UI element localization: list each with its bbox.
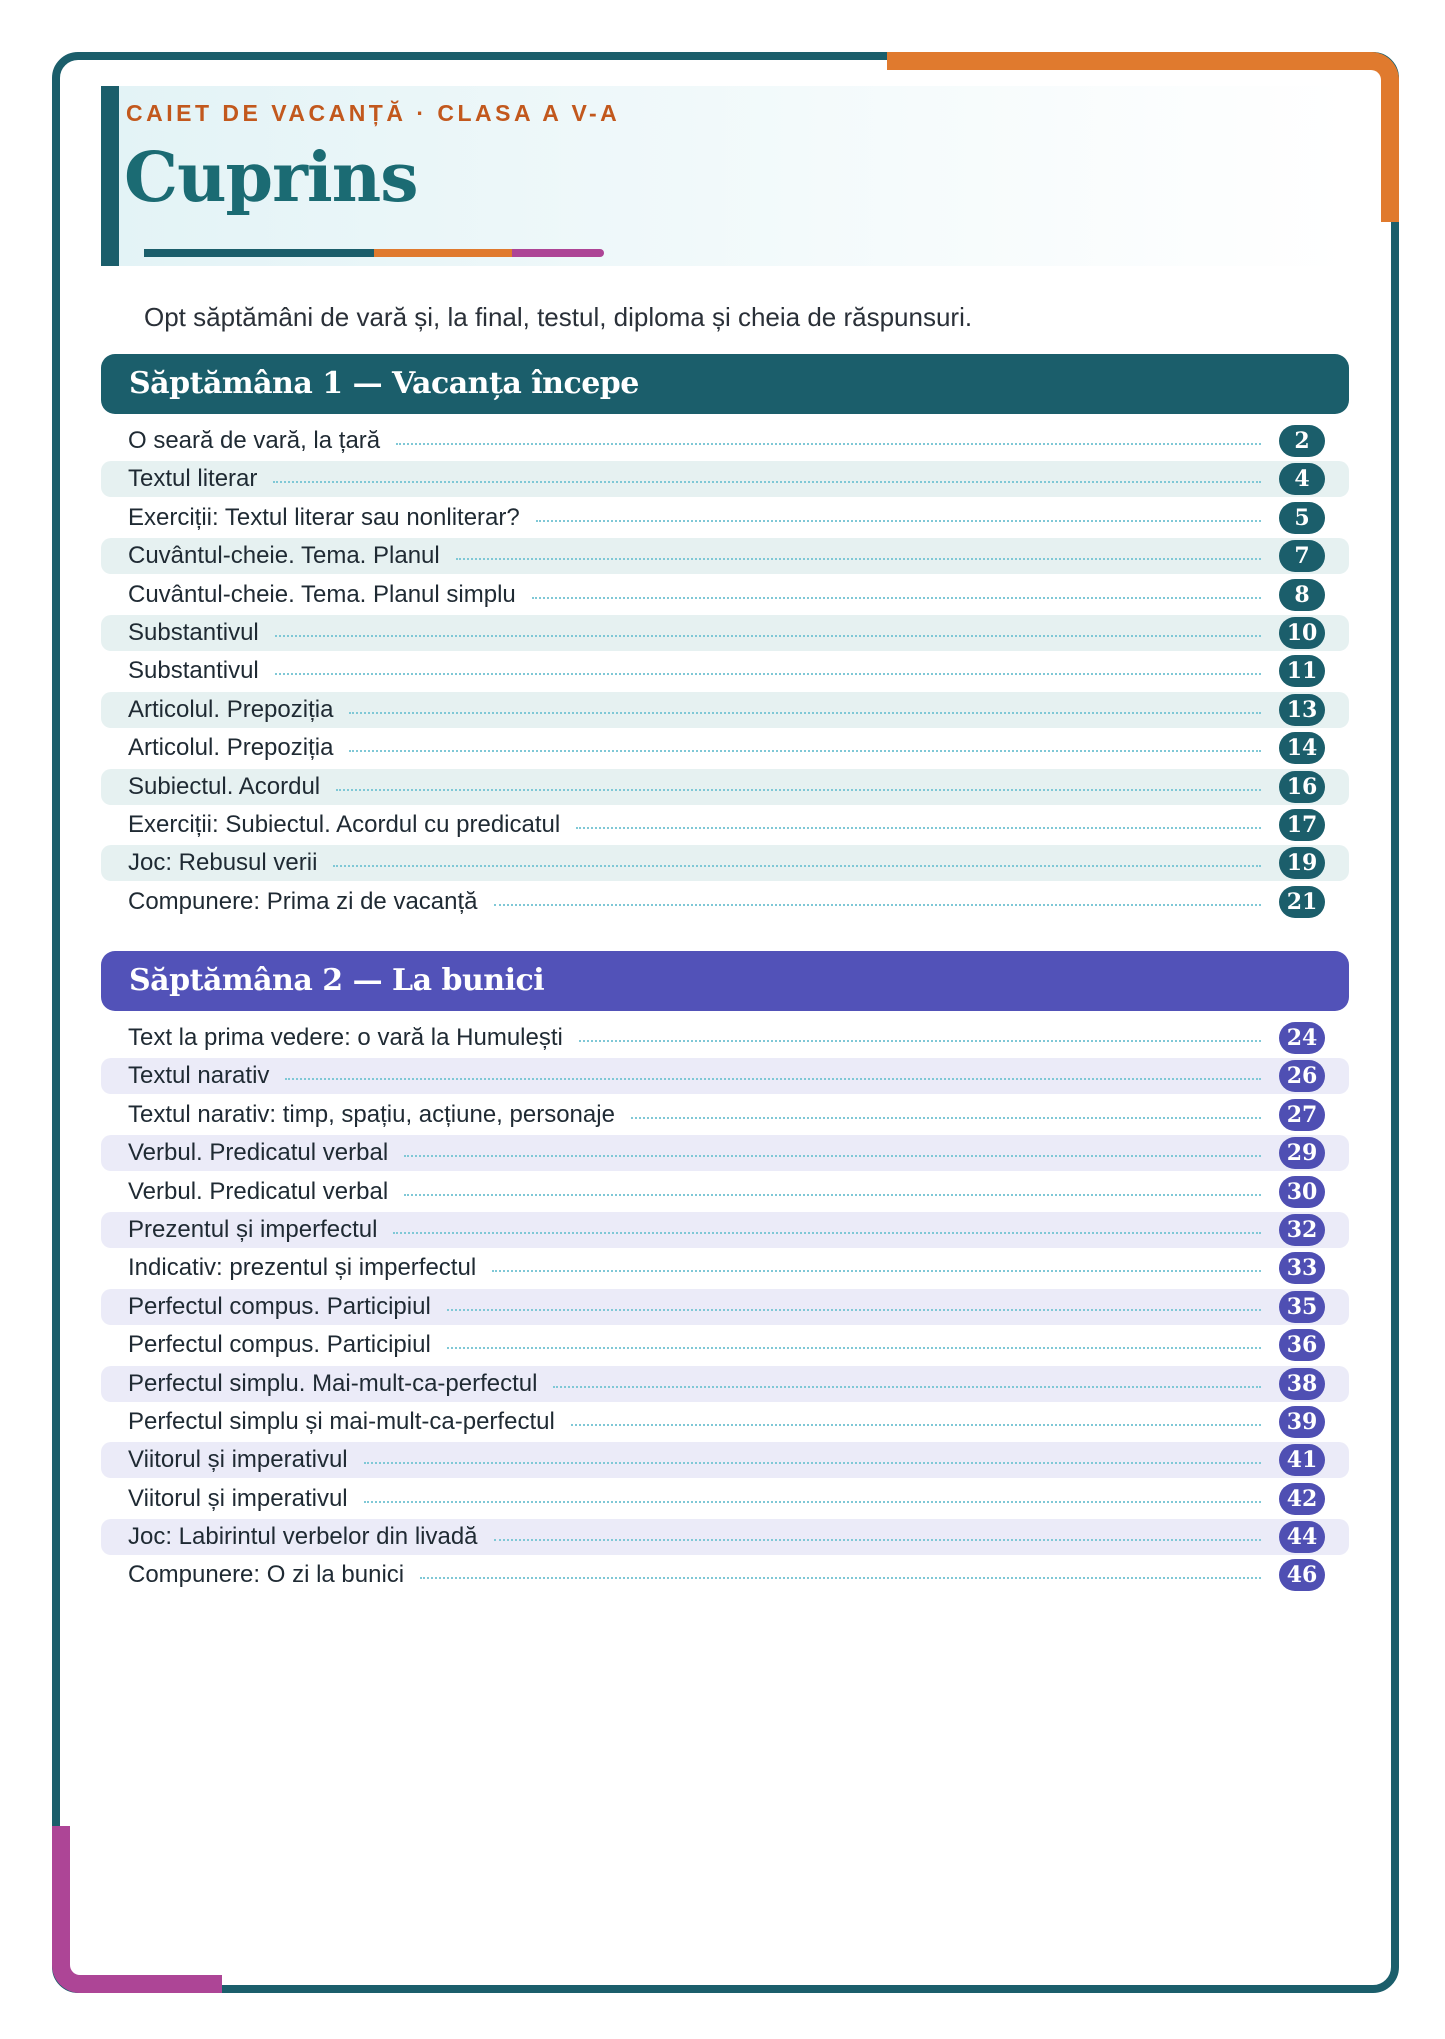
dot-leader [333,865,1261,867]
dot-leader [576,827,1261,829]
page-number-badge: 8 [1279,579,1325,611]
dot-leader [447,1309,1261,1311]
dot-leader [456,558,1261,560]
page-number-badge: 27 [1279,1099,1325,1131]
toc-entry[interactable] [101,730,1349,766]
toc-entry-label: Articolul. Prepoziția [128,734,334,762]
toc-entry[interactable] [101,692,1349,728]
toc-entry-label: Prezentul și imperfectul [128,1215,378,1243]
toc-entry[interactable] [101,884,1349,920]
toc-entry-label: Exerciții: Subiectul. Acordul cu predicatul [128,810,561,838]
section-header-week-1: Săptămâna 1 — Vacanța începe [101,354,1349,414]
dot-leader [492,1270,1261,1272]
corner-accent-bottom-left [52,1826,222,1993]
dot-leader [494,904,1262,906]
toc-entry[interactable] [101,500,1349,536]
page-number-badge: 4 [1279,463,1325,495]
toc-entry-label: Perfectul simplu și mai-mult-ca-perfectul [128,1407,555,1435]
toc-entry-label: Joc: Rebusul verii [128,849,318,877]
dot-leader [571,1424,1261,1426]
toc-entry-label: Perfectul simplu. Mai-mult-ca-perfectul [128,1369,538,1397]
dot-leader [364,1462,1261,1464]
toc-entry-label: Substantivul [128,618,259,646]
page-number-badge: 21 [1279,886,1325,918]
page-number-badge: 11 [1279,655,1325,687]
page-number-badge: 30 [1279,1176,1325,1208]
toc-entry[interactable] [101,1366,1349,1402]
title-underline-magenta [512,249,604,257]
page-number-badge: 16 [1279,771,1325,803]
page-number-badge: 17 [1279,809,1325,841]
page-number-badge: 33 [1279,1252,1325,1284]
page-number-badge: 24 [1279,1022,1325,1054]
toc-entry-label: Exerciții: Textul literar sau nonliterar? [128,503,520,531]
toc-entry[interactable] [101,807,1349,843]
toc-entry-label: Articolul. Prepoziția [128,695,334,723]
toc-entry[interactable] [101,1481,1349,1517]
toc-entry[interactable] [101,845,1349,881]
toc-entry-label: O seară de vară, la țară [128,427,381,454]
page-number-badge: 26 [1279,1060,1325,1092]
toc-entry-label: Textul narativ [128,1062,270,1090]
toc-entry[interactable] [101,1097,1349,1133]
dot-leader [336,789,1261,791]
dot-leader [404,1155,1261,1157]
dot-leader [447,1347,1261,1349]
dot-leader [404,1194,1261,1196]
toc-entry-label: Subiectul. Acordul [128,772,321,800]
toc-entry[interactable] [101,1020,1349,1056]
toc-entry-label: Viitorul și imperativul [128,1484,348,1512]
toc-entry[interactable] [101,1212,1349,1248]
toc-entry[interactable] [101,653,1349,689]
title-underline-teal [144,249,374,257]
header-eyebrow: CAIET DE VACANȚĂ · CLASA A V-A [126,100,621,126]
toc-entry-label: Verbul. Predicatul verbal [128,1177,389,1205]
toc-list-week-2 [101,1020,1349,1596]
section-header-week-2: Săptămâna 2 — La bunici [101,951,1349,1011]
page-number-badge: 5 [1279,502,1325,534]
toc-entry-label: Compunere: O zi la bunici [128,1561,405,1589]
toc-entry[interactable] [101,769,1349,805]
dot-leader [631,1117,1261,1119]
toc-entry[interactable] [101,1135,1349,1171]
dot-leader [273,481,1261,483]
page-number-badge: 19 [1279,847,1325,879]
dot-leader [364,1501,1261,1503]
page-number-badge: 44 [1279,1521,1325,1553]
page-number-badge: 13 [1279,694,1325,726]
toc-entry[interactable] [101,1250,1349,1286]
dot-leader [553,1386,1261,1388]
page-title: Cuprins [124,138,418,218]
toc-entry-label: Cuvântul-cheie. Tema. Planul [128,542,440,570]
toc-entry-label: Text la prima vedere: o vară la Humulești [128,1024,563,1051]
dot-leader [349,750,1261,752]
dot-leader [349,712,1261,714]
dot-leader [285,1078,1261,1080]
toc-entry-label: Compunere: Prima zi de vacanță [128,887,478,915]
toc-entry[interactable] [101,538,1349,574]
toc-entry[interactable] [101,1058,1349,1094]
page-number-badge: 29 [1279,1137,1325,1169]
dot-leader [579,1040,1261,1042]
toc-entry[interactable] [101,1174,1349,1210]
page-number-badge: 10 [1279,617,1325,649]
toc-entry[interactable] [101,615,1349,651]
page-number-badge: 2 [1279,425,1325,457]
toc-list-week-1 [101,423,1349,922]
toc-entry-label: Substantivul [128,657,259,685]
toc-entry-label: Cuvântul-cheie. Tema. Planul simplu [128,580,516,608]
title-underline-orange [374,249,512,257]
toc-entry-label: Viitorul și imperativul [128,1446,348,1474]
dot-leader [532,597,1261,599]
dot-leader [275,673,1261,675]
toc-entry-label: Indicativ: prezentul și imperfectul [128,1254,477,1282]
toc-entry[interactable] [101,1519,1349,1555]
toc-entry[interactable] [101,423,1349,459]
toc-entry[interactable] [101,1404,1349,1440]
dot-leader [536,520,1261,522]
toc-entry[interactable] [101,1289,1349,1325]
page-number-badge: 14 [1279,732,1325,764]
toc-entry[interactable] [101,1557,1349,1593]
toc-entry-label: Joc: Labirintul verbelor din livadă [128,1523,478,1551]
toc-entry[interactable] [101,1327,1349,1363]
page-number-badge: 32 [1279,1214,1325,1246]
page-number-badge: 39 [1279,1406,1325,1438]
toc-entry[interactable] [101,577,1349,613]
page-number-badge: 36 [1279,1329,1325,1361]
page-number-badge: 42 [1279,1483,1325,1515]
toc-entry-label: Textul literar [128,465,258,493]
toc-entry-label: Textul narativ: timp, spațiu, acțiune, personaje [128,1100,615,1128]
page-number-badge: 41 [1279,1444,1325,1476]
toc-entry-label: Perfectul compus. Participiul [128,1331,431,1359]
intro-text: Opt săptămâni de vară și, la final, testul, diploma și cheia de răspunsuri. [144,302,973,332]
page-number-badge: 46 [1279,1559,1325,1591]
toc-entry[interactable] [101,1442,1349,1478]
toc-entry[interactable] [101,461,1349,497]
dot-leader [494,1539,1261,1541]
dot-leader [396,443,1261,445]
page-number-badge: 35 [1279,1291,1325,1323]
toc-entry-label: Verbul. Predicatul verbal [128,1139,389,1167]
page-number-badge: 38 [1279,1368,1325,1400]
toc-entry-label: Perfectul compus. Participiul [128,1292,431,1320]
dot-leader [275,635,1261,637]
page-number-badge: 7 [1279,540,1325,572]
dot-leader [393,1232,1261,1234]
dot-leader [420,1577,1261,1579]
